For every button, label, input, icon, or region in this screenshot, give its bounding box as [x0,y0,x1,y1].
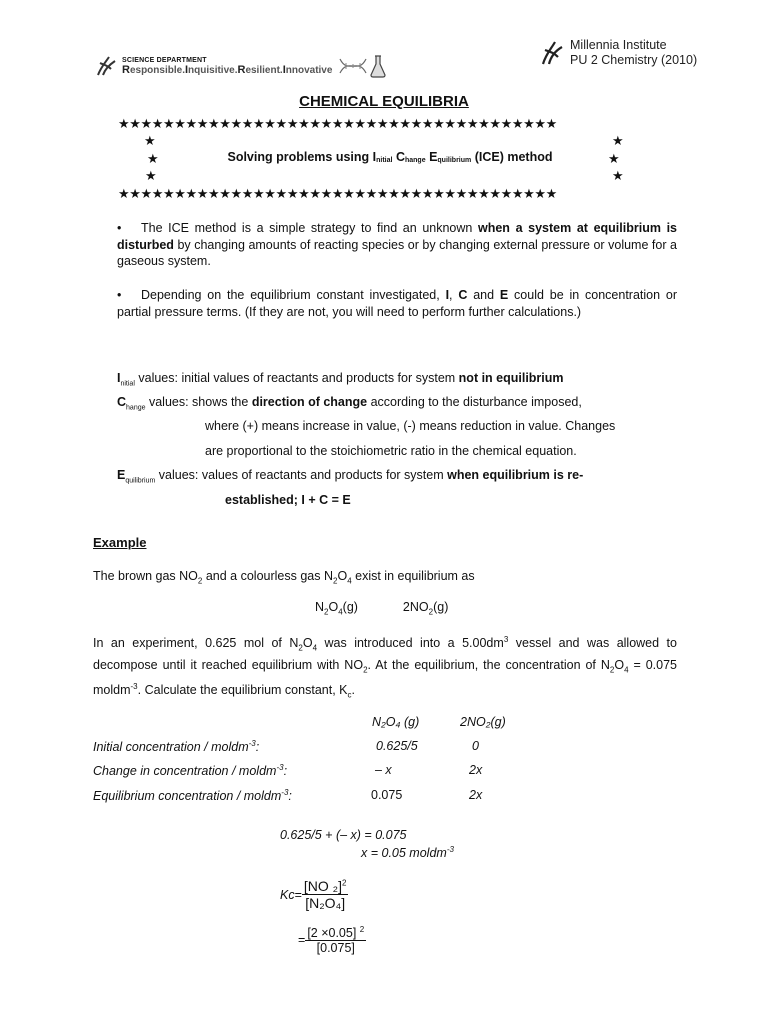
kc-substitution: = $\frac{[2 \times 0.05] ^2}{[0.075]}$ [298,925,365,956]
institute-logo-icon [540,38,566,68]
example-problem: In an experiment, 0.625 mol of $N_2O_4$ was introduced into a $5.00dm^3$ vessel and was allowed to decompose until it reached equilibrium with $NO_2$. At the equilibrium, the concentration of $N_2O_4 = 0.075$ moldm$^{-3}$. Calculate the equilibrium constant, $K_c$. [93,635,677,700]
department-name: SCIENCE DEPARTMENT [122,56,207,64]
star-border-left: ★ [145,168,157,183]
star-border-left: ★ [147,151,159,166]
department-motto: Responsible.Inquisitive.Resilient.Innovative [122,63,333,76]
institute-name: Millennia Institute [570,38,667,52]
table-cell: – x [375,763,392,777]
definition-change-line3: are proportional to the stoichiometric ratio in the chemical equation. [205,444,577,458]
table-row-label: Change in concentration / moldm$^{-3}$: [93,763,288,779]
definition-equilibrium-line2: established; I + C = E [225,493,351,507]
department-logo-icon [95,53,119,79]
table-header-n2o4: N₂O₄ (g) [372,715,420,729]
dna-icon [338,55,368,77]
course-name: PU 2 Chemistry (2010) [570,53,698,67]
table-row-label: Equilibrium concentration / moldm$^{-3}$: [93,788,292,804]
definition-change-line2: where (+) means increase in value, (-) means reduction in value. Changes [205,419,616,433]
definition-change: $C_{hange}$ values: shows the direction of change according to the disturbance imposed, [117,395,582,412]
star-border-left: ★ [144,133,156,148]
example-intro: The brown gas $NO_2$ and a colourless gas $N_2O_4$ exist in equilibrium as [93,569,475,586]
definition-initial: $I_{nitial}$ values: initial values of reactants and products for system not in equilibrium [117,371,564,388]
star-border-right: ★ [612,168,624,183]
star-border-right: ★ [608,151,620,166]
page-title: CHEMICAL EQUILIBRIA [299,93,469,110]
star-border-right: ★ [612,133,624,148]
calc-line-2: x = 0.05 moldm$^{-3}$ [361,845,454,861]
table-header-no2: 2NO₂(g) [460,715,506,729]
intro-paragraph: • The ICE method is a simple strategy to find an unknown when a system at equilibrium is disturbed by changing amounts of reacting species or by changing external pressure or volume for a gaseous system. [117,221,677,268]
star-border-bottom: ★★★★★★★★★★★★★★★★★★★★★★★★★★★★★★★★★★★★★★★ [118,186,557,201]
table-cell: 0.075 [371,788,403,802]
calc-line-1: 0.625/5 + (– x) = 0.075 [280,828,407,842]
table-row-label: Initial concentration / moldm$^{-3}$: [93,739,260,755]
flask-icon [370,54,386,78]
kc-substitution-fraction: $\frac{[2 \times 0.05] ^2}{[0.075]}$ [307,925,365,956]
table-cell: 0.625/5 [376,739,418,753]
kc-fraction: $\frac{[NO _2]^2}{\text{[N₂O₄]}}$ [303,878,347,911]
star-border-top: ★★★★★★★★★★★★★★★★★★★★★★★★★★★★★★★★★★★★★★★ [118,116,557,131]
table-cell: 2x [469,763,483,777]
kc-expression: K c = $\frac{[NO _2]^2}{\text{[N₂O₄]}}$ [280,878,347,911]
reaction-equation: $N_2O_4(g)$ $2NO_2(g)$ [315,600,449,617]
example-heading: Example [93,535,147,550]
table-cell: 2x [469,788,483,802]
institute-header [540,38,697,68]
terms-paragraph: • Depending on the equilibrium constant investigated, I, C and E could be in concentration or partial pressure terms. (If they are not, you will need to perform further calculations.) [117,288,677,319]
subtitle: Solving problems using $I_{nitial}$ $C_{hange}$ $E_{quilibrium}$ (ICE) method [227,150,553,164]
definition-equilibrium: $E_{quilibrium}$ values: values of reactants and products for system when equilibrium is re- [117,468,584,485]
table-cell: 0 [472,739,479,753]
department-header [95,50,386,82]
